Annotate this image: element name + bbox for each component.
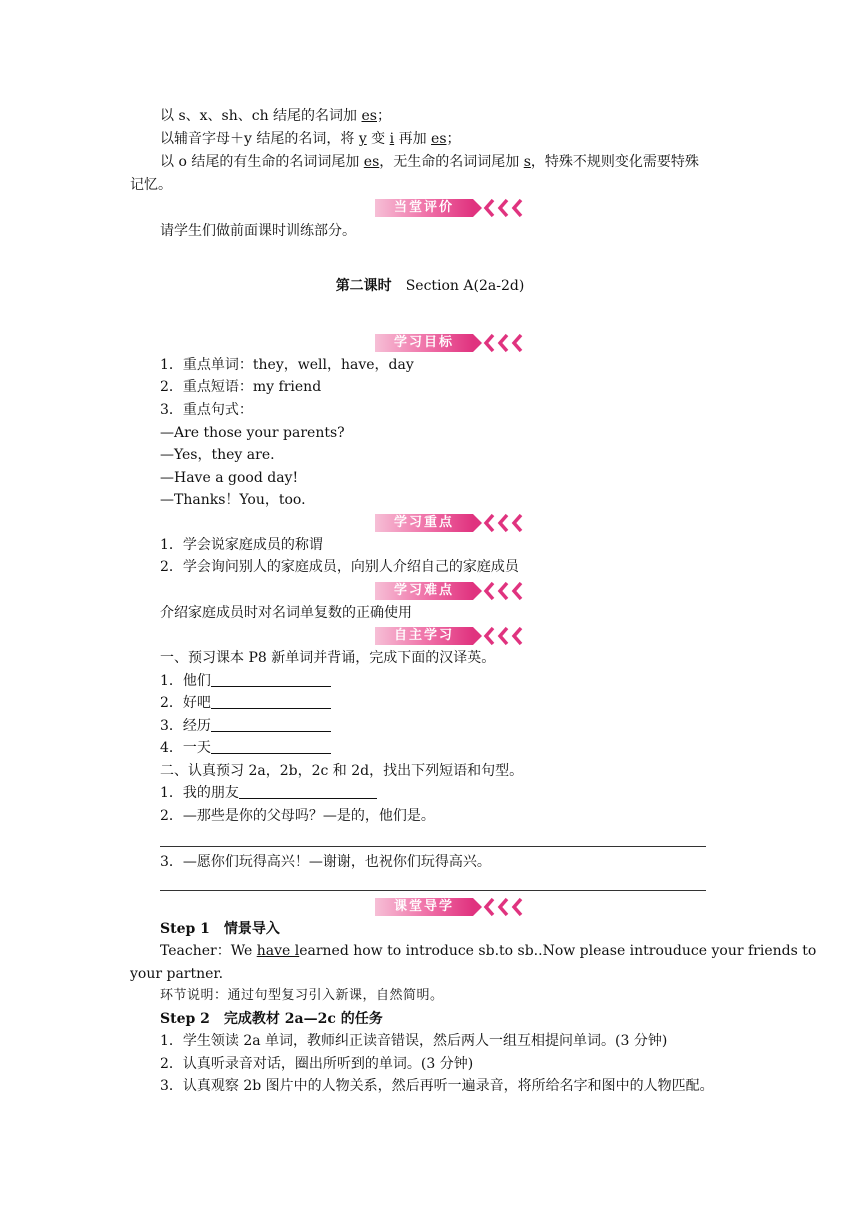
underlined-es-2: es [431,131,447,147]
answer-line[interactable] [160,890,706,891]
translation-item: 1．他们 [160,672,331,690]
underlined-y: y [358,131,367,147]
underlined-es: es [361,108,377,124]
translation-item: 3．经历 [160,717,331,735]
goal-item: 3．重点句式： [160,402,253,418]
translation-item: 4．一天 [160,739,331,757]
banner-self-study: 自主学习 [375,625,525,647]
sentence-item: 3．—愿你们玩得高兴！—谢谢，也祝你们玩得高兴。 [160,854,491,870]
answer-blank[interactable] [211,694,331,709]
evaluation-text: 请学生们做前面课时训练部分。 [160,223,356,239]
chevrons-icon [483,625,527,647]
answer-line[interactable] [160,846,706,847]
key-point-item: 1．学会说家庭成员的称谓 [160,537,323,553]
banner-class-guide: 课堂导学 [375,896,525,918]
rule-o-line: 以 o 结尾的有生命的名词词尾加 es，无生命的名词词尾加 s，特殊不规则变化需要特殊 [160,154,699,170]
underlined-i: i [389,131,395,147]
lesson-title: 第二课时 Section A(2a-2d) [335,278,525,294]
step1-note: 环节说明：通过句型复习引入新课，自然简明。 [160,988,444,1003]
goal-item: —Yes，they are. [160,447,275,463]
sentence-item: 2．—那些是你的父母吗？—是的，他们是。 [160,808,435,824]
translation-item: 2．好吧 [160,694,331,712]
step1-title: Step 1 情景导入 [160,921,280,937]
step2-item: 1．学生领读 2a 单词，教师纠正读音错误，然后两人一组互相提问单词。(3 分钟) [160,1033,668,1049]
answer-blank[interactable] [239,784,377,799]
chevrons-icon [483,512,527,534]
chevrons-icon [483,332,527,354]
banner-evaluation: 当堂评价 [375,197,525,219]
answer-blank[interactable] [211,739,331,754]
underlined-es-3: es [363,154,380,170]
rule-y-line: 以辅音字母＋y 结尾的名词，将 y 变 i 再加 es； [160,131,461,147]
self-study-part2-title: 二、认真预习 2a，2b，2c 和 2d，找出下列短语和句型。 [160,763,524,779]
step1-text-cont: your partner. [130,966,224,982]
banner-difficulty: 学习难点 [375,580,525,602]
self-study-part1-title: 一、预习课本 P8 新单词并背诵，完成下面的汉译英。 [160,650,496,666]
key-point-item: 2．学会询问别人的家庭成员，向别人介绍自己的家庭成员 [160,559,519,575]
goal-item: 1．重点单词：they，well，have，day [160,357,414,373]
chevrons-icon [483,197,527,219]
rule-o-line-cont: 记忆。 [130,177,172,193]
answer-blank[interactable] [211,672,331,687]
goal-item: —Have a good day! [160,470,299,486]
banner-learning-goals: 学习目标 [375,332,525,354]
rule-es-line: 以 s、x、sh、ch 结尾的名词加 es； [160,108,391,124]
step1-text: Teacher：We have learned how to introduce sb.to sb..Now please introuduce your friends to [160,943,817,959]
goal-item: —Thanks！You，too. [160,492,306,508]
goal-item: 2．重点短语：my friend [160,379,322,395]
step2-item: 2．认真听录音对话，圈出所听到的单词。(3 分钟) [160,1056,474,1072]
phrase-item: 1．我的朋友 [160,784,377,802]
chevrons-icon [483,580,527,602]
underlined-s: s [523,154,531,170]
answer-blank[interactable] [211,717,331,732]
chevrons-icon [483,896,527,918]
step2-title: Step 2 完成教材 2a—2c 的任务 [160,1011,383,1027]
banner-key-points: 学习重点 [375,512,525,534]
goal-item: —Are those your parents? [160,425,345,441]
difficulty-text: 介绍家庭成员时对名词单复数的正确使用 [160,605,412,621]
step2-item: 3．认真观察 2b 图片中的人物关系，然后再听一遍录音，将所给名字和图中的人物匹配。 [160,1078,714,1094]
